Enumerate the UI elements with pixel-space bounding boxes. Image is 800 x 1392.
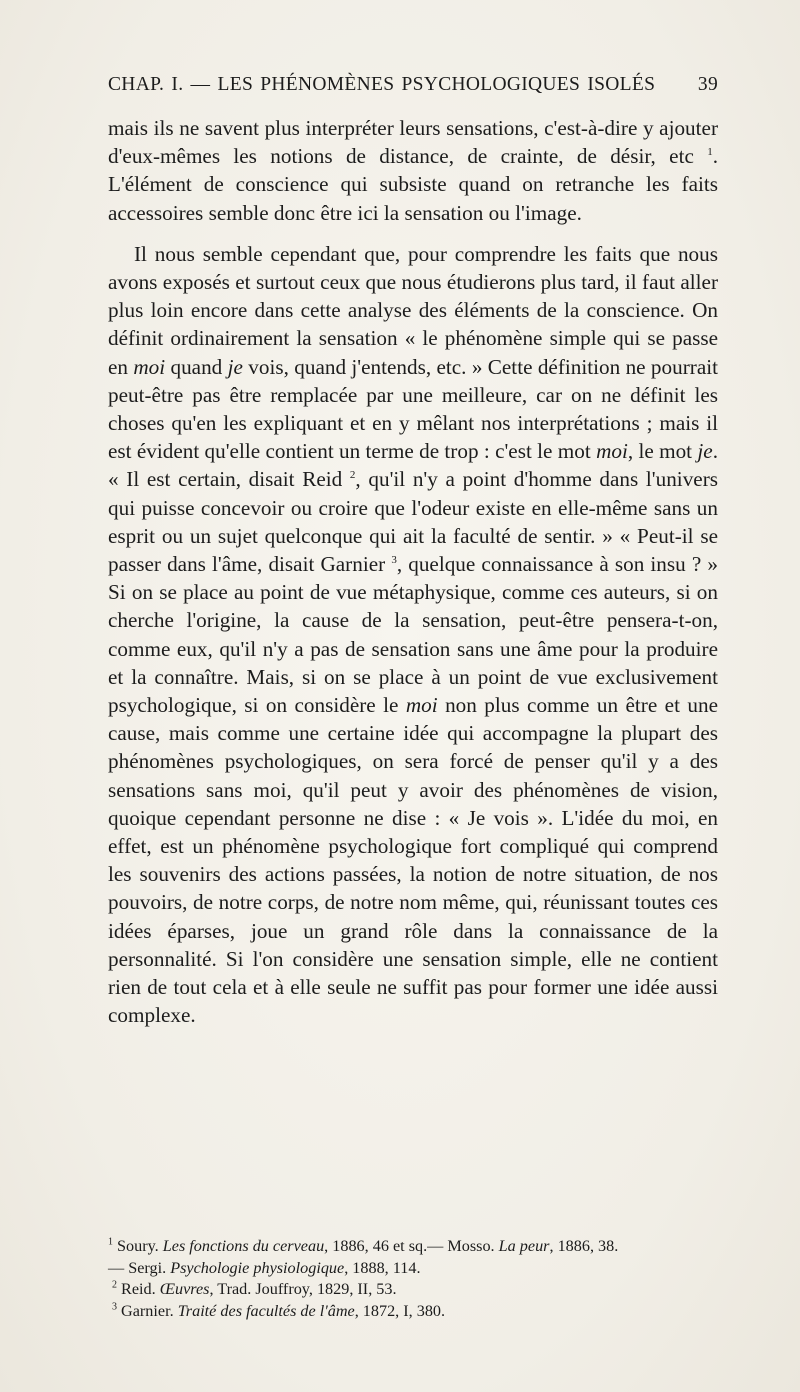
italic-text: je [227,354,243,379]
footnote-ref: 2 [112,1279,117,1291]
italic-text: moi [596,439,628,464]
text-run: . « Il est certain, disait Reid [108,439,718,492]
text-run: vois, quand j'entends, etc. » Cette définition ne pourrait peut-être pas être remplacée par une meilleure, car on ne définit les choses qu'en les expliquant et en y mêlant nos interprétations ; mais il est évident qu'elle contient un terme de trop : c'est le mot [108,354,719,464]
footnote-ref: 3 [391,553,397,566]
paragraph-1 [108,114,718,227]
footnote-1-continued [108,1258,720,1280]
text-run: , 1872, I, 380. [354,1301,446,1320]
text-run: , quelque connaissance à son insu ? » Si on se place au point de vue métaphysique, comme ces auteurs, si on cherche l'origine, la cause de la sensation, peut-être pensera-t-on, comme eux, qu'il n'y a pas de sensation sans une âme pour la produire et la connaître. Mais, si on se place à un point de vue exclusivement psychologique, si on considère le [108,552,718,718]
running-header [108,74,718,96]
text-run: Soury. [113,1237,163,1255]
text-run: — Sergi. [108,1258,171,1277]
footnote-ref: 1 [707,146,713,159]
footnote-ref: 3 [112,1301,117,1313]
italic-text: moi [133,354,166,379]
text-run: Il nous semble cependant que, pour comprendre les faits que nous avons exposés et surtout ceux que nous étudierons plus tard, il faut aller plus loin encore dans cette analyse des éléments de la conscience. On définit ordinairement la sensation « le phénomène simple qui se passe en [108,241,718,379]
footnote-3 [108,1301,720,1323]
main-text [108,114,718,1030]
footnote-1 [108,1236,720,1258]
italic-text: moi [405,693,438,718]
italic-text: La peur [498,1237,550,1255]
footnotes [108,1236,720,1322]
text-run: Reid. [117,1280,160,1298]
footnote-ref: 2 [349,469,356,482]
paragraph-2 [108,240,718,1030]
footnote-2 [108,1279,720,1301]
text-run: non plus comme un être et une cause, mais comme une certaine idée qui accompagne la plupart des phénomènes psychologiques, on sera forcé de penser qu'il y a des sensations sans moi, qu'il peut y avoir des phénomènes de vision, quoique cependant personne ne dise : « Je vois ». L'idée du moi, en effet, est un phénomène psychologique fort compliqué qui comprend les souvenirs des actions passées, la notion de notre situation, de nos pouvoirs, de notre corps, de notre nom même, qui, réunissant toutes ces idées éparses, joue un grand rôle dans la connaissance de la personnalité. Si l'on considère une sensation simple, elle ne contient rien de tout cela et à elle seule ne suffit pas pour former une idée aussi complexe. [108,693,718,1028]
italic-text: Les fonctions du cerveau [162,1237,325,1255]
text-run: , qu'il n'y a point d'homme dans l'univers qui puisse concevoir ou croire que l'odeur existe en elle-même sans un esprit ou un sujet quelconque qui ait la faculté de sentir. » « Peut-il se passer dans l'âme, disait Garnier [108,467,718,577]
text-run: , 1886, 46 et sq.— Mosso. [324,1237,499,1255]
italic-text: Psychologie physiologique [170,1258,345,1277]
text-run: . L'élément de conscience qui subsiste quand on retranche les faits accessoires semble donc être ici la sensation ou l'image. [108,144,718,225]
page-number: 39 [697,74,718,95]
footnote-ref: 1 [108,1236,113,1248]
italic-text: je [697,439,713,464]
italic-text: Œuvres [159,1280,210,1298]
text-run: quand [165,354,228,379]
chapter-title: CHAP. I. — LES PHÉNOMÈNES PSYCHOLOGIQUES ISOLÉS [108,74,656,95]
text-run: Garnier. [117,1301,178,1320]
text-run: , 1886, 38. [549,1237,619,1255]
text-run: , 1888, 114. [344,1258,421,1277]
text-run: , le mot [627,439,698,464]
text-run: , Trad. Jouffroy, 1829, II, 53. [209,1280,397,1298]
italic-text: Traité des facultés de l'âme [177,1301,355,1320]
text-run: mais ils ne savent plus interpréter leurs sensations, c'est-à-dire y ajouter d'eux-mêmes les notions de distance, de crainte, de désir, etc [108,116,718,169]
